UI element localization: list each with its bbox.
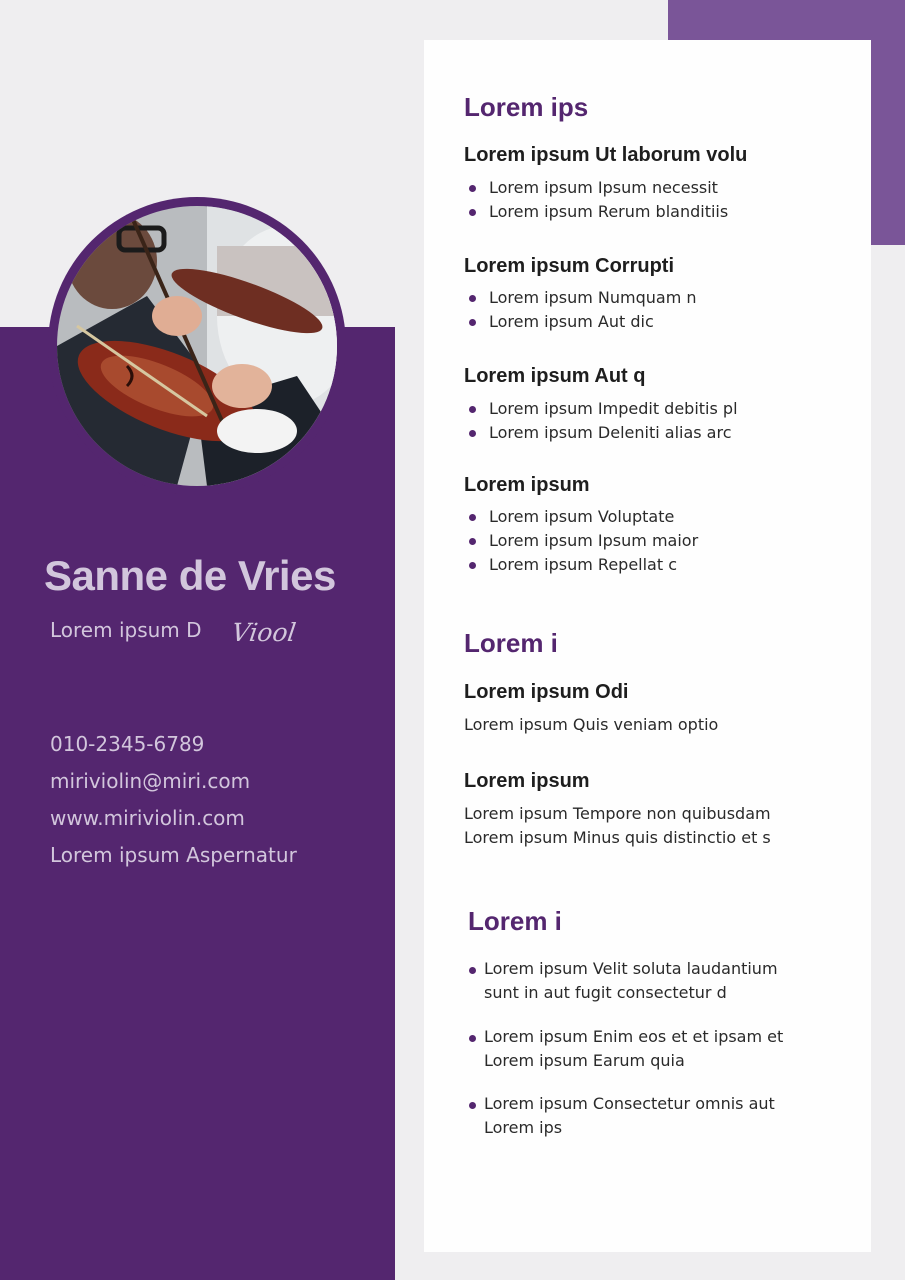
experience-title-1: Lorem ipsum Ut laborum volu	[464, 144, 748, 166]
list-item: Lorem ipsum Voluptate	[464, 505, 698, 529]
education-line: Lorem ipsum Quis veniam optio	[464, 715, 719, 734]
list-item: Lorem ipsum Rerum blanditiis	[464, 200, 728, 224]
experience-bullets-4	[464, 505, 698, 577]
experience-bullets-3	[464, 397, 738, 445]
violinist-photo-icon	[57, 206, 337, 486]
contact-email: miriviolin@miri.com	[50, 769, 251, 793]
education-title-2: Lorem ipsum	[464, 770, 590, 792]
profile-photo-frame	[48, 197, 346, 495]
content-card	[424, 40, 871, 1252]
contact-list	[50, 730, 297, 878]
instrument-script: Viool	[229, 618, 298, 647]
list-item	[468, 1025, 844, 1073]
experience-title-2: Lorem ipsum Corrupti	[464, 255, 675, 277]
education-heading: Lorem i	[464, 628, 558, 658]
experience-title-4: Lorem ipsum	[464, 474, 590, 496]
skill-line: Lorem ipsum Enim eos et et ipsam et	[484, 1027, 784, 1046]
skill-line: Lorem ipsum Consectetur omnis aut	[484, 1094, 775, 1113]
list-item: Lorem ipsum Repellat c	[464, 553, 698, 577]
skill-line: Lorem ips	[484, 1118, 563, 1137]
contact-website: www.miriviolin.com	[50, 806, 245, 830]
skills-heading: Lorem i	[468, 906, 562, 936]
list-item: Lorem ipsum Aut dic	[464, 310, 697, 334]
violinist-photo	[57, 206, 337, 486]
education-line: Lorem ipsum Tempore non quibusdam	[464, 804, 771, 823]
list-item	[468, 1092, 844, 1140]
contact-extra: Lorem ipsum Aspernatur	[50, 843, 297, 867]
skill-line: sunt in aut fugit consectetur d	[484, 983, 727, 1002]
education-title-1: Lorem ipsum Odi	[464, 681, 629, 703]
skill-line: Lorem ipsum Earum quia	[484, 1051, 685, 1070]
profile-name: Sanne de Vries	[44, 552, 336, 599]
list-item: Lorem ipsum Numquam n	[464, 286, 697, 310]
contact-phone: 010-2345-6789	[50, 732, 205, 756]
list-item: Lorem ipsum Deleniti alias arc	[464, 421, 738, 445]
list-item	[468, 957, 844, 1005]
profile-subtitle: Lorem ipsum D	[50, 618, 202, 642]
list-item: Lorem ipsum Ipsum maior	[464, 529, 698, 553]
skill-line: Lorem ipsum Velit soluta laudantium	[484, 959, 778, 978]
experience-heading: Lorem ips	[464, 92, 589, 122]
list-item: Lorem ipsum Ipsum necessit	[464, 176, 728, 200]
experience-bullets-2	[464, 286, 697, 334]
experience-title-3: Lorem ipsum Aut q	[464, 365, 646, 387]
list-item: Lorem ipsum Impedit debitis pl	[464, 397, 738, 421]
experience-bullets-1	[464, 176, 728, 224]
education-line: Lorem ipsum Minus quis distinctio et s	[464, 828, 771, 847]
